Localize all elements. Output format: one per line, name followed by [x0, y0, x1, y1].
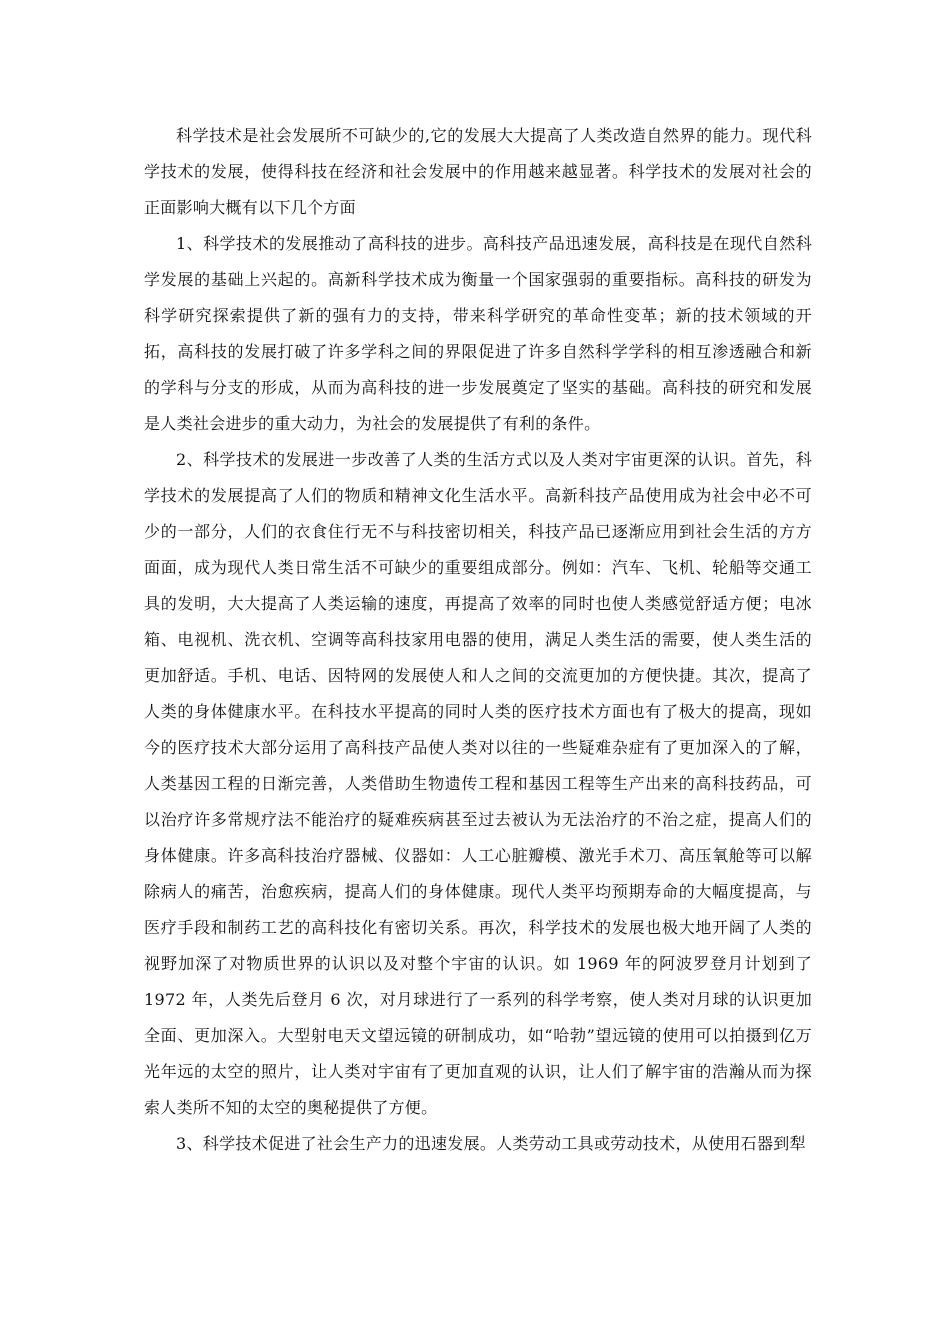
document-body: [144, 118, 812, 1162]
paragraph-point-3: 3、科学技术促进了社会生产力的迅速发展。人类劳动工具或劳动技术，从使用石器到犁: [176, 1134, 806, 1153]
paragraph-point-1: 1、科学技术的发展推动了高科技的进步。高科技产品迅速发展，高科技是在现代自然科学发展的基础上兴起的。高新科学技术成为衡量一个国家强弱的重要指标。高科技的研发为科学研究探索提供了新的强有力的支持，带来科学研究的革命性变革；新的技术领域的开拓，高科技的发展打破了许多学科之间的界限促进了许多自然科学学科的相互渗透融合和新的学科与分支的形成，从而为高科技的进一步发展奠定了坚实的基础。高科技的研究和发展是人类社会进步的重大动力，为社会的发展提供了有利的条件。: [144, 234, 812, 433]
paragraph-intro: 科学技术是社会发展所不可缺少的,它的发展大大提高了人类改造自然界的能力。现代科学技术的发展，使得科技在经济和社会发展中的作用越来越显著。科学技术的发展对社会的正面影响大概有以下几个方面: [144, 126, 812, 217]
paragraph-point-2: 2、科学技术的发展进一步改善了人类的生活方式以及人类对宇宙更深的认识。首先，科学技术的发展提高了人们的物质和精神文化生活水平。高新科技产品使用成为社会中必不可少的一部分，人们的衣食住行无不与科技密切相关，科技产品已逐渐应用到社会生活的方方面面，成为现代人类日常生活不可缺少的重要组成部分。例如：汽车、飞机、轮船等交通工具的发明，大大提高了人类运输的速度，再提高了效率的同时也使人类感觉舒适方便；电冰箱、电视机、洗衣机、空调等高科技家用电器的使用，满足人类生活的需要，使人类生活的更加舒适。手机、电话、因特网的发展使人和人之间的交流更加的方便快捷。其次，提高了人类的身体健康水平。在科技水平提高的同时人类的医疗技术方面也有了极大的提高，现如今的医疗技术大部分运用了高科技产品使人类对以往的一些疑难杂症有了更加深入的了解，人类基因工程的日渐完善，人类借助生物遗传工程和基因工程等生产出来的高科技药品，可以治疗许多常规疗法不能治疗的疑难疾病甚至过去被认为无法治疗的不治之症，提高人们的身体健康。许多高科技治疗器械、仪器如：人工心脏瓣模、激光手术刀、高压氧舱等可以解除病人的痛苦，治愈疾病，提高人们的身体健康。现代人类平均预期寿命的大幅度提高，与医疗手段和制药工艺的高科技化有密切关系。再次，科学技术的发展也极大地开阔了人类的视野加深了对物质世界的认识以及对整个宇宙的认识。如 1969 年的阿波罗登月计划到了 1972 年，人类先后登月 6 次，对月球进行了一系列的科学考察，使人类对月球的认识更加全面、更加深入。大型射电天文望远镜的研制成功，如“哈勃”望远镜的使用可以拍摄到亿万光年远的太空的照片，让人类对宇宙有了更加直观的认识，让人们了解宇宙的浩瀚从而为探索人类所不知的太空的奥秘提供了方便。: [144, 450, 812, 1117]
